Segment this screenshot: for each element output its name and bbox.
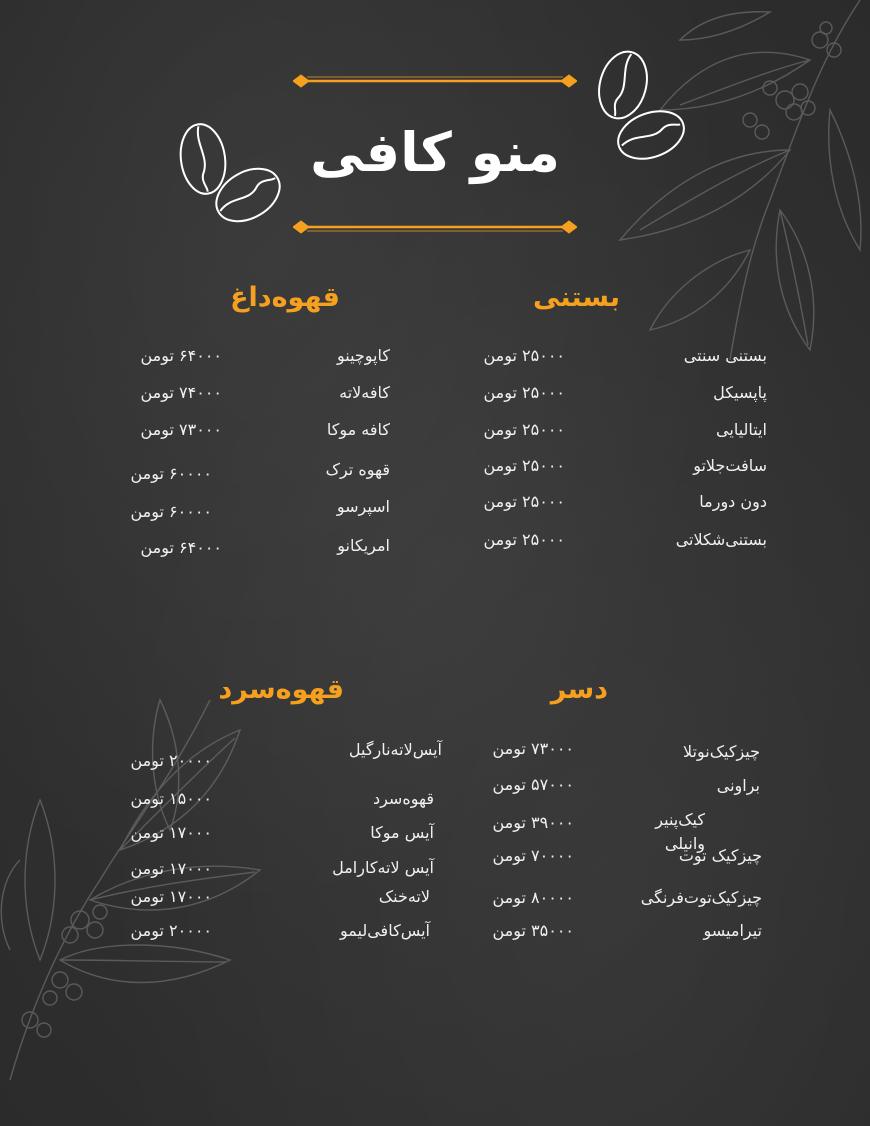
menu-item-price: ۲۰۰۰۰ تومن: [130, 921, 212, 940]
menu-item-price: ۲۵۰۰۰ تومن: [483, 492, 565, 511]
menu-item-price: ۳۵۰۰۰ تومن: [492, 921, 574, 940]
coffee-plant-illustration-bottom-left: [0, 680, 290, 1080]
menu-item-name: اسپرسو: [336, 497, 390, 516]
menu-item-name: لاته‌خنک: [378, 887, 430, 906]
menu-item-name: آیس‌لاته‌نارگیل: [348, 740, 442, 759]
menu-item-name: آیس لاته‌کارامل: [332, 858, 434, 877]
menu-item-name: چیزکیک توت: [678, 846, 762, 865]
section-heading-cold-coffee: قهوه‌سرد: [218, 674, 344, 705]
menu-item-price: ۲۰۰۰۰ تومن: [130, 751, 212, 770]
ornamental-divider-top: [293, 74, 577, 88]
menu-item-price: ۱۷۰۰۰ تومن: [130, 823, 212, 842]
ornamental-divider-bottom: [293, 220, 577, 234]
coffee-bean-icon: [588, 45, 658, 125]
menu-item-price: ۳۹۰۰۰ تومن: [492, 813, 574, 832]
menu-item-name: چیزکیک‌نوتلا: [682, 742, 760, 761]
section-heading-dessert: دسر: [550, 674, 608, 705]
menu-item-price: ۶۴۰۰۰ تومن: [140, 346, 222, 365]
menu-item-price: ۲۵۰۰۰ تومن: [483, 530, 565, 549]
menu-item-name: ایتالیایی: [716, 420, 767, 439]
menu-item-price: ۵۷۰۰۰ تومن: [492, 775, 574, 794]
menu-item-name: براونی: [716, 776, 760, 795]
menu-item-name: تیرامیسو: [703, 921, 762, 940]
menu-item-name: قهوه ترک: [325, 460, 390, 479]
coffee-bean-icon: [170, 118, 236, 200]
menu-item-price: ۲۵۰۰۰ تومن: [483, 456, 565, 475]
menu-item-name: بستنی‌شکلاتی: [675, 530, 767, 549]
menu-item-price: ۲۵۰۰۰ تومن: [483, 420, 565, 439]
menu-item-price: ۶۴۰۰۰ تومن: [140, 538, 222, 557]
menu-item-price: ۱۷۰۰۰ تومن: [130, 859, 212, 878]
menu-item-name: پاپسیکل: [713, 383, 767, 402]
menu-item-price: ۶۰۰۰۰ تومن: [130, 464, 212, 483]
menu-item-price: ۱۷۰۰۰ تومن: [130, 887, 212, 906]
menu-item-name: وانیلی: [664, 834, 705, 853]
menu-item-price: ۶۰۰۰۰ تومن: [130, 502, 212, 521]
coffee-bean-icon: [208, 160, 288, 230]
menu-item-price: ۱۵۰۰۰ تومن: [130, 789, 212, 808]
menu-item-name: بستنی سنتی: [683, 346, 767, 365]
section-heading-hot-coffee: قهوه‌داغ: [230, 282, 340, 313]
menu-item-name: کافه‌لاته: [339, 383, 390, 402]
menu-item-name: دون دورما: [699, 492, 767, 511]
menu-item-price: ۸۰۰۰۰ تومن: [492, 888, 574, 907]
menu-item-name: کاپوچینو: [336, 346, 390, 365]
menu-item-price: ۷۰۰۰۰ تومن: [492, 846, 574, 865]
menu-item-price: ۷۳۰۰۰ تومن: [140, 420, 222, 439]
menu-item-name: چیزکیک‌توت‌فرنگی: [640, 888, 762, 907]
menu-item-price: ۲۵۰۰۰ تومن: [483, 346, 565, 365]
menu-item-price: ۲۵۰۰۰ تومن: [483, 383, 565, 402]
menu-item-price: ۷۴۰۰۰ تومن: [140, 383, 222, 402]
page-title: منو کافی: [310, 121, 560, 184]
coffee-plant-illustration-top-right: [580, 0, 870, 360]
menu-item-name: آیس‌کافی‌لیمو: [340, 921, 430, 940]
menu-item-name: امریکانو: [337, 536, 390, 555]
section-heading-ice-cream: بستنی: [533, 282, 620, 313]
coffee-bean-icon: [612, 105, 690, 165]
menu-item-name: قهوه‌سرد: [372, 789, 434, 808]
menu-item-price: ۷۳۰۰۰ تومن: [492, 739, 574, 758]
menu-item-name: آیس موکا: [370, 823, 434, 842]
menu-item-name: کافه موکا: [326, 420, 390, 439]
menu-item-name: کیک‌پنیر: [655, 810, 705, 829]
menu-item-name: سافت‌جلاتو: [693, 456, 767, 475]
